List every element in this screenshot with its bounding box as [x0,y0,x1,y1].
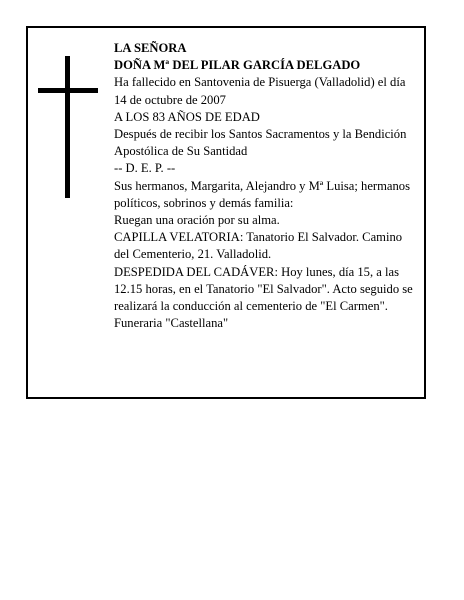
notice-title: LA SEÑORA [114,41,187,55]
obituary-notice [26,26,426,399]
family-line: Sus hermanos, Margarita, Alejandro y Mª Luisa; hermanos políticos, sobrinos y demás familia: [114,178,410,210]
notice-text [114,40,420,332]
cross-horizontal-bar [38,88,98,93]
wake-chapel-info: CAPILLA VELATORIA: Tanatorio El Salvador. Camino del Cementerio, 21. Valladolid. [114,230,403,262]
death-announcement: Ha fallecido en Santovenia de Pisuerga (Valladolid) el día 14 de octubre de 2007 [114,75,406,107]
cross-vertical-bar [65,56,70,198]
sacraments-line: Después de recibir los Santos Sacramentos y la Bendición Apostólica de Su Santidad [114,127,407,159]
farewell-info: DESPEDIDA DEL CADÁVER: Hoy lunes, día 15, a las 12.15 horas, en el Tanatorio "El Salvador". Acto seguido se realizará la conducción al cementerio de "El Carmen". [114,264,413,314]
funeral-home: Funeraria "Castellana" [114,316,229,331]
latin-cross-icon [38,56,98,198]
age-line: A LOS 83 AÑOS DE EDAD [114,109,260,124]
rip-line: -- D. E. P. -- [114,161,176,176]
deceased-name: DOÑA Mª DEL PILAR GARCÍA DELGADO [114,58,361,73]
prayer-request: Ruegan una oración por su alma. [114,213,280,228]
